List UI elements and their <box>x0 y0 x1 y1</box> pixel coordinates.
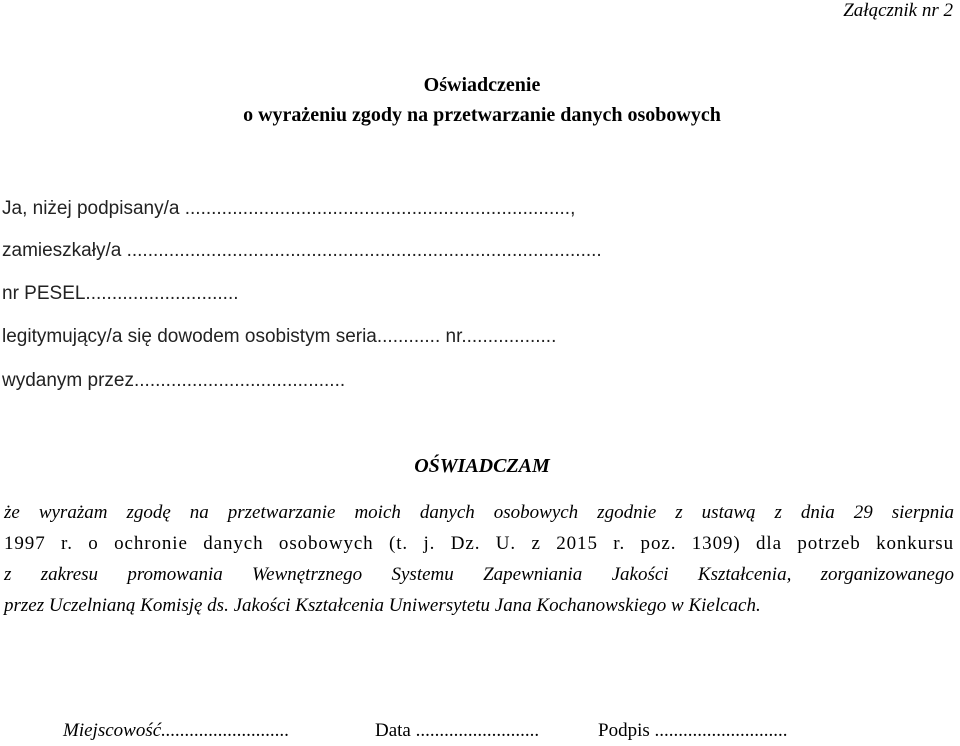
date-field: Data .......................... <box>375 720 540 741</box>
name-field: Ja, niżej podpisany/a ........................................................................., <box>2 198 576 219</box>
declaration-line: że wyrażam zgodę na przetwarzanie moich danych osobowych zgodnie z ustawą z dnia 29 sierpnia <box>4 502 954 523</box>
declaration-line: przez Uczelnianą Komisję ds. Jakości Kształcenia Uniwersytetu Jana Kochanowskiego w Kielcach. <box>4 595 761 616</box>
signature-field: Podpis ............................ <box>598 720 788 741</box>
issued-by-field: wydanym przez........................................ <box>2 370 346 391</box>
declaration-line: z zakresu promowania Wewnętrznego Systemu Zapewniania Jakości Kształcenia, zorganizowanego <box>4 564 954 585</box>
address-field: zamieszkały/a .......................................................................................... <box>2 240 602 261</box>
declaration-heading: OŚWIADCZAM <box>414 455 550 477</box>
id-document-field: legitymujący/a się dowodem osobistym seria............ nr.................. <box>2 326 557 347</box>
declaration-line: 1997 r. o ochronie danych osobowych (t. j. Dz. U. z 2015 r. poz. 1309) dla potrzeb konkursu <box>4 533 954 554</box>
document-subtitle: o wyrażeniu zgody na przetwarzanie danych osobowych <box>243 104 721 126</box>
pesel-field: nr PESEL............................. <box>2 283 239 304</box>
annex-label: Załącznik nr 2 <box>843 0 953 21</box>
place-field: Miejscowość........................... <box>63 720 290 741</box>
document-title: Oświadczenie <box>423 74 541 96</box>
declaration-body <box>4 497 954 621</box>
